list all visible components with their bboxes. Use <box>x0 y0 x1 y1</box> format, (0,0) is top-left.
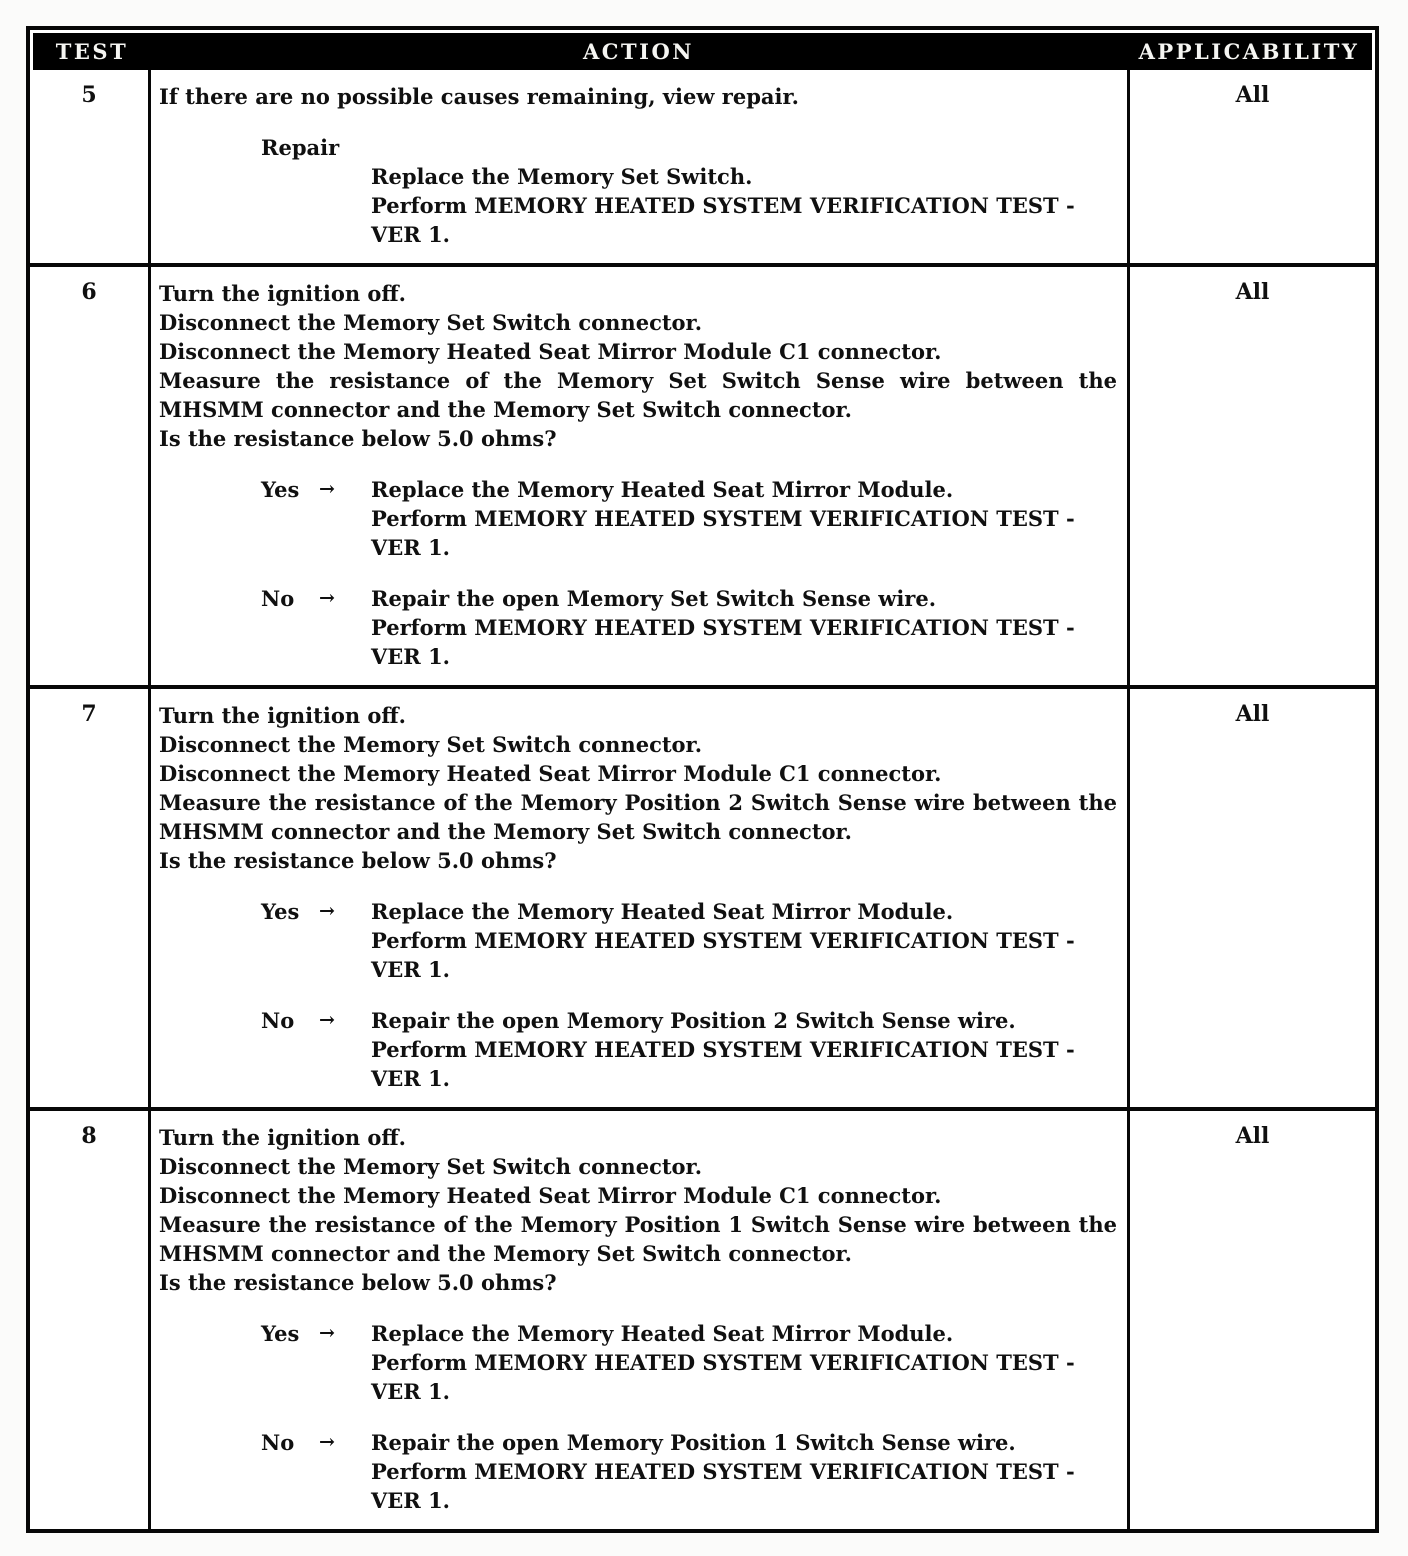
action-text: Disconnect the Memory Heated Seat Mirror Module C1 connector. <box>159 339 942 364</box>
action-text: Is the resistance below 5.0 ohms? <box>159 848 557 873</box>
applicability-value: All <box>1127 70 1375 263</box>
yes-branch <box>261 1319 1117 1406</box>
action-text: Disconnect the Memory Set Switch connector. <box>159 310 703 335</box>
arrow-icon: → <box>319 900 335 922</box>
action-text: Disconnect the Memory Set Switch connector. <box>159 1154 703 1179</box>
action-text: Is the resistance below 5.0 ohms? <box>159 1270 557 1295</box>
yes-branch <box>261 897 1117 984</box>
branch-text <box>371 897 1117 984</box>
action-text: Disconnect the Memory Set Switch connector. <box>159 732 703 757</box>
no-label: No <box>261 586 295 611</box>
action-text: Perform MEMORY HEATED SYSTEM VERIFICATION TEST - VER 1. <box>371 1459 1075 1513</box>
test-number: 5 <box>30 70 151 263</box>
table-row <box>30 263 1375 685</box>
table-row <box>30 1107 1375 1529</box>
branch-text <box>371 1319 1117 1406</box>
action-text: Replace the Memory Set Switch. <box>371 164 753 189</box>
branch-text <box>371 1006 1117 1093</box>
test-number: 7 <box>30 689 151 1107</box>
action-cell <box>151 1111 1127 1529</box>
action-text: Repair the open Memory Position 2 Switch Sense wire. <box>371 1008 1016 1033</box>
diagnostic-test-table <box>26 26 1379 1533</box>
yes-branch <box>261 475 1117 562</box>
action-text: Perform MEMORY HEATED SYSTEM VERIFICATION TEST - VER 1. <box>371 1037 1075 1091</box>
action-cell <box>151 267 1127 685</box>
repair-label: Repair <box>261 135 340 160</box>
action-text: Perform MEMORY HEATED SYSTEM VERIFICATION TEST - VER 1. <box>371 928 1075 982</box>
action-text: Measure the resistance of the Memory Position 1 Switch Sense wire between the MHSMM connector and the Memory Set Switch connector. <box>159 1212 1117 1266</box>
action-text: Replace the Memory Heated Seat Mirror Module. <box>371 1321 954 1346</box>
action-text: Measure the resistance of the Memory Position 2 Switch Sense wire between the MHSMM connector and the Memory Set Switch connector. <box>159 790 1117 844</box>
action-text: Measure the resistance of the Memory Set Switch Sense wire between the MHSMM connector and the Memory Set Switch connector. <box>159 368 1117 422</box>
action-text: Perform MEMORY HEATED SYSTEM VERIFICATION TEST - VER 1. <box>371 193 1075 247</box>
action-text: Turn the ignition off. <box>159 703 406 728</box>
action-text: Replace the Memory Heated Seat Mirror Module. <box>371 899 954 924</box>
action-text: Repair the open Memory Position 1 Switch Sense wire. <box>371 1430 1016 1455</box>
no-branch <box>261 584 1117 671</box>
applicability-value: All <box>1127 1111 1375 1529</box>
action-text: Perform MEMORY HEATED SYSTEM VERIFICATION TEST - VER 1. <box>371 615 1075 669</box>
header-test: TEST <box>55 39 129 64</box>
action-text: Is the resistance below 5.0 ohms? <box>159 426 557 451</box>
arrow-icon: → <box>319 1009 335 1031</box>
applicability-value: All <box>1127 689 1375 1107</box>
table-row <box>30 685 1375 1107</box>
arrow-icon: → <box>319 587 335 609</box>
action-cell <box>151 689 1127 1107</box>
yes-label: Yes <box>261 477 300 502</box>
table-row <box>30 70 1375 263</box>
header-action: ACTION <box>583 39 694 64</box>
action-text: If there are no possible causes remaining, view repair. <box>159 84 799 109</box>
yes-label: Yes <box>261 899 300 924</box>
action-cell <box>151 70 1127 263</box>
no-label: No <box>261 1008 295 1033</box>
action-text: Turn the ignition off. <box>159 281 406 306</box>
branch-text <box>371 584 1117 671</box>
test-number: 8 <box>30 1111 151 1529</box>
no-branch <box>261 1428 1117 1515</box>
applicability-value: All <box>1127 267 1375 685</box>
action-text: Perform MEMORY HEATED SYSTEM VERIFICATION TEST - VER 1. <box>371 1350 1075 1404</box>
table-header-row <box>33 33 1372 70</box>
repair-instructions <box>371 162 1117 249</box>
branch-text <box>371 1428 1117 1515</box>
action-text: Disconnect the Memory Heated Seat Mirror Module C1 connector. <box>159 761 942 786</box>
arrow-icon: → <box>319 1431 335 1453</box>
action-text: Repair the open Memory Set Switch Sense wire. <box>371 586 937 611</box>
action-text: Disconnect the Memory Heated Seat Mirror Module C1 connector. <box>159 1183 942 1208</box>
branch-text <box>371 475 1117 562</box>
header-applicability: APPLICABILITY <box>1138 39 1360 64</box>
arrow-icon: → <box>319 478 335 500</box>
action-text: Perform MEMORY HEATED SYSTEM VERIFICATION TEST - VER 1. <box>371 506 1075 560</box>
test-number: 6 <box>30 267 151 685</box>
yes-label: Yes <box>261 1321 300 1346</box>
no-branch <box>261 1006 1117 1093</box>
arrow-icon: → <box>319 1322 335 1344</box>
action-text: Turn the ignition off. <box>159 1125 406 1150</box>
no-label: No <box>261 1430 295 1455</box>
action-text: Replace the Memory Heated Seat Mirror Module. <box>371 477 954 502</box>
